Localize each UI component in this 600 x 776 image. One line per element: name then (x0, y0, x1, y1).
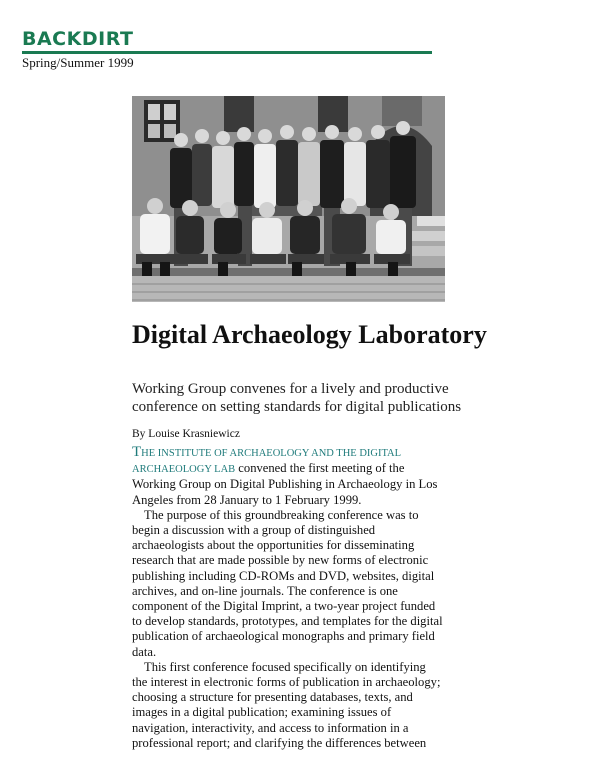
article-headline: Digital Archaeology Laboratory (132, 320, 487, 349)
issue-date: Spring/Summer 1999 (22, 55, 134, 70)
group-photo (132, 96, 445, 302)
drop-cap: T (132, 444, 142, 460)
article-deck: Working Group convenes for a lively and productive conference on setting standards for digital publications (132, 381, 462, 415)
lead-paragraph (132, 445, 444, 508)
masthead-rule (22, 51, 432, 54)
body-paragraph-2: The purpose of this groundbreaking conference was to begin a discussion with a group of distinguished archaeologists about the opportunities for disseminating research that are made possible by new forms of electronic publishing including CD-ROMs and DVD, websites, digital archives, and on-line journals. The conference is one component of the Digital Imprint, a two-year project funded to develop standards, prototypes, and templates for the digital publication of archaeological monographs and primary field data. (132, 507, 443, 659)
masthead-title: BACKDIRT (22, 28, 134, 50)
lead-text: convened the first meeting of the Working Group on Digital Publishing in Archaeology in Los Angeles from 28 January to 1 February 1999. (132, 461, 438, 507)
lead-smallcaps: HE INSTITUTE OF ARCHAEOLOGY AND THE DIGITAL ARCHAEOLOGY LAB (132, 448, 401, 476)
article-body (132, 445, 444, 751)
body-paragraph-3: This first conference focused specifically on identifying the interest in electronic forms of publication in archaeology; choosing a structure for presenting databases, texts, and images in a digital publication; examining issues of navigation, interactivity, and access to information in a professional report; and clarifying the differences between (132, 659, 441, 750)
article-byline: By Louise Krasniewicz (132, 428, 240, 440)
